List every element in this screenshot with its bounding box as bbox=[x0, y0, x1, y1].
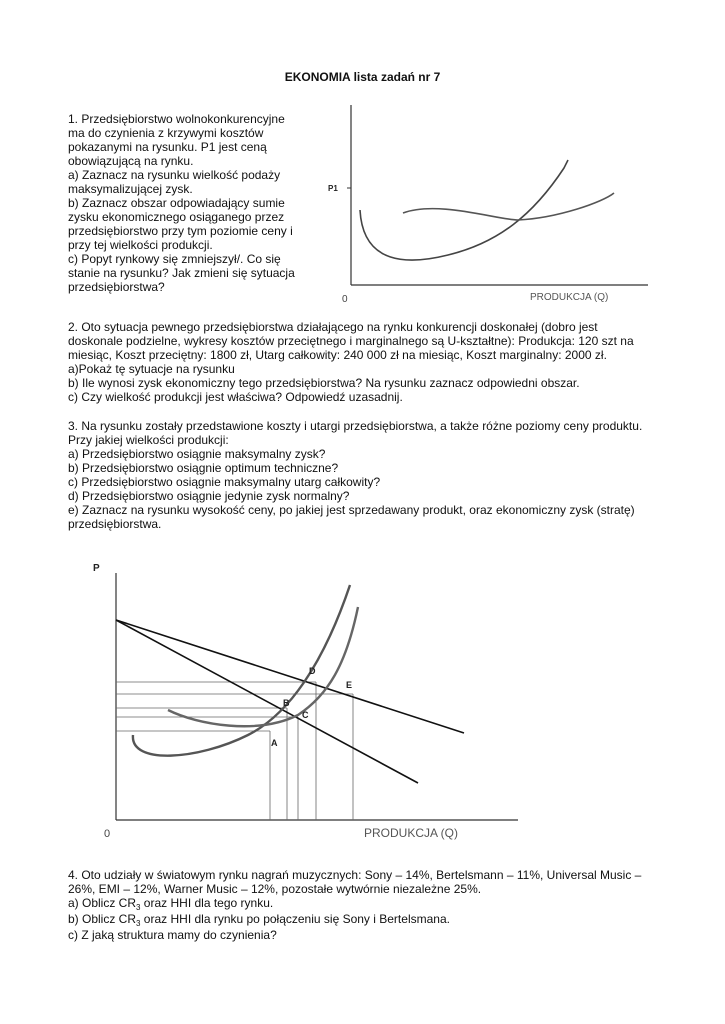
task4-a-text: a) Oblicz CR bbox=[68, 896, 137, 910]
task2-line: a)Pokaż tę sytuacje na rysunku bbox=[68, 362, 235, 376]
task4-question-b bbox=[68, 912, 641, 928]
task2-line: 2. Oto sytuacja pewnego przedsiębiorstwa działającego na rynku konkurencji doskonałej (dobro jest bbox=[68, 320, 598, 334]
task1-line: pokazanymi na rysunku. P1 jest ceną bbox=[68, 140, 267, 154]
task3-line: d) Przedsiębiorstwo osiągnie jedynie zysk normalny? bbox=[68, 489, 350, 503]
task1-line: maksymalizującej zysk. bbox=[68, 182, 193, 196]
task1-cost-curves-figure bbox=[318, 90, 653, 312]
task4-a-rest: oraz HHI dla tego rynku. bbox=[140, 896, 274, 910]
task3-line: Przy jakiej wielkości produkcji: bbox=[68, 433, 229, 447]
task3-line: c) Przedsiębiorstwo osiągnie maksymalny utarg całkowity? bbox=[68, 475, 381, 489]
task3-text bbox=[68, 419, 642, 531]
point-label-c: C bbox=[302, 710, 309, 720]
task4-question-a bbox=[68, 896, 641, 912]
point-label-e: E bbox=[346, 680, 353, 690]
task1-line: b) Zaznacz obszar odpowiadający sumie bbox=[68, 196, 285, 210]
task3-line: e) Zaznacz na rysunku wysokość ceny, po jakiej jest sprzedawany produkt, oraz ekonomiczny zysk (stratę) bbox=[68, 503, 635, 517]
task4-a-subscript: 3 bbox=[136, 903, 141, 912]
task4-question-c: c) Z jaką struktura mamy do czynienia? bbox=[68, 928, 277, 942]
point-label-a: A bbox=[271, 738, 278, 748]
task1-line: c) Popyt rynkowy się zmniejszył/. Co się bbox=[68, 252, 281, 266]
point-label-b: B bbox=[283, 698, 290, 708]
task1-line: ma do czynienia z krzywymi kosztów bbox=[68, 126, 264, 140]
task4-line: 26%, EMI – 12%, Warner Music – 12%, pozostałe wytwórnie niezależne 25%. bbox=[68, 882, 482, 896]
task3-line: przedsiębiorstwa. bbox=[68, 517, 162, 531]
average-cost-curve bbox=[360, 160, 568, 260]
task4-line: 4. Oto udziały w światowym rynku nagrań muzycznych: Sony – 14%, Bertelsmann – 11%, Universal Music – bbox=[68, 868, 642, 882]
page-title: EKONOMIA lista zadań nr 7 bbox=[284, 70, 441, 84]
x-axis-label: PRODUKCJA (Q) bbox=[364, 826, 459, 840]
x-axis-label: PRODUKCJA (Q) bbox=[530, 292, 609, 303]
origin-label: 0 bbox=[342, 294, 348, 305]
task1-line: przedsiębiorstwo przy tym poziomie ceny i bbox=[68, 224, 293, 238]
point-label-d: D bbox=[309, 666, 316, 676]
task1-line: przy tej wielkości produkcji. bbox=[68, 238, 213, 252]
task1-line: a) Zaznacz na rysunku wielkość podaży bbox=[68, 168, 281, 182]
task1-line: przedsiębiorstwa? bbox=[68, 280, 165, 294]
task2-line: miesiąc, Koszt przeciętny: 1800 zł, Utarg całkowity: 240 000 zł na miesiąc, Koszt marginalny: 2000 zł. bbox=[68, 348, 607, 362]
task3-cost-revenue-figure bbox=[88, 555, 528, 845]
task1-line: stanie na rysunku? Jak zmieni się sytuacja bbox=[68, 266, 295, 280]
task2-line: b) Ile wynosi zysk ekonomiczny tego przedsiębiorstwa? Na rysunku zaznacz odpowiedni obszar. bbox=[68, 376, 580, 390]
task3-line: b) Przedsiębiorstwo osiągnie optimum techniczne? bbox=[68, 461, 339, 475]
task1-text bbox=[68, 112, 318, 294]
task3-line: 3. Na rysunku zostały przedstawione koszty i utargi przedsiębiorstwa, a także różne poziomy ceny produktu. bbox=[68, 419, 643, 433]
task4-text bbox=[68, 868, 641, 942]
task4-b-text: b) Oblicz CR bbox=[68, 912, 137, 926]
task3-line: a) Przedsiębiorstwo osiągnie maksymalny zysk? bbox=[68, 447, 326, 461]
p-label: P bbox=[93, 563, 100, 574]
marginal-revenue-line bbox=[116, 620, 418, 783]
origin-label: 0 bbox=[104, 828, 111, 840]
demand-line bbox=[116, 620, 464, 733]
task2-line: c) Czy wielkość produkcji jest właściwa? Odpowiedź uzasadnij. bbox=[68, 390, 403, 404]
task1-line: obowiązującą na rynku. bbox=[68, 154, 194, 168]
marginal-cost-curve bbox=[133, 585, 353, 756]
task1-line: 1. Przedsiębiorstwo wolnokonkurencyjne bbox=[68, 112, 285, 126]
task2-text bbox=[68, 320, 634, 404]
marginal-cost-curve bbox=[403, 193, 614, 220]
p1-label: P1 bbox=[328, 184, 338, 193]
task4-b-rest: oraz HHI dla rynku po połączeniu się Sony i Bertelsmana. bbox=[140, 912, 450, 926]
task1-line: zysku ekonomicznego osiąganego przez bbox=[68, 210, 285, 224]
task2-line: doskonale podzielne, wykresy kosztów przeciętnego i marginalnego są U-kształtne): Produkcja: 120 szt na bbox=[68, 334, 634, 348]
task4-b-subscript: 3 bbox=[136, 919, 141, 928]
